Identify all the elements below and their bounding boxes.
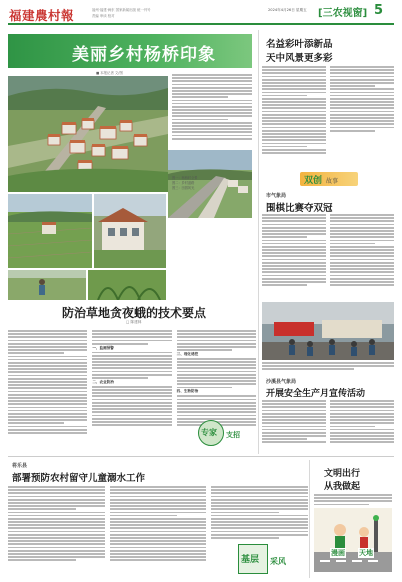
mid-right-col-1 [262,400,326,452]
column-divider-bottom [309,460,310,578]
newspaper-logo: 福建農村報 [9,8,75,23]
feature-byline: ■ 本报记者 文/图 [96,71,123,75]
plant-image [88,270,166,300]
bottom-divider [8,456,394,457]
safety-photo-caption [262,362,394,370]
main-subhead-2: 二、农业防治 [92,379,114,384]
main-subhead-4: 四、生物防治 [176,389,199,394]
plant-photo [88,270,166,300]
main-article-title: 防治草地贪夜蛾的技术要点 [62,306,207,320]
expert-tag-sub: 支招 [226,431,240,439]
feature-captions [172,176,212,191]
feature-caption-3: 图三：田园风光 [172,186,195,190]
masthead [0,0,402,30]
village-aerial-image [8,76,168,192]
shuangchuang-body [262,214,394,300]
bottom-left-kicker: 将乐县 [12,463,28,469]
feature-title: 美丽乡村杨桥印象 [72,45,216,65]
right-top-col-2 [330,66,394,170]
right-top-col-1 [262,66,326,170]
masthead-rule [8,23,394,25]
grassroots-tag-sub: 采风 [270,557,286,566]
issue-date: 2024年4月26日 星期五 [268,8,307,12]
cartoon-badge [330,546,380,566]
village-field-image [8,194,92,268]
feature-caption-2: 图二：乡村道路 [172,181,195,185]
mid-right-col-2 [330,400,394,452]
farmer-photo [8,270,86,300]
main-subhead-1: 一、监测预警 [92,345,114,350]
cartoon-tag-sub: 天地 [359,549,373,557]
shuangchuang-tag-label: 双创 [304,176,323,186]
masthead-sub-line-1: 福州·福建·闽东 国家新闻出版 统一刊号 [92,8,151,12]
shuangchuang-col-1 [262,214,326,300]
grassroots-tag-label: 基层 [241,555,260,565]
section-bracket-left: [ [318,8,323,19]
feature-text-lines [172,74,252,140]
safety-event-photo [262,302,394,360]
masthead-sub-line-2: 责编 审读 校对 [92,14,115,18]
section-label: 三农视窗 [322,8,363,19]
main-col-1 [8,330,87,452]
cartoon-title-2: 从我做起 [324,482,361,492]
shuangchuang-tag [300,172,358,186]
cartoon-caption [314,494,392,505]
safety-event-image [262,302,394,360]
section-bracket-right: ] [362,8,368,19]
main-article-byline: □ 陈建林 [126,320,142,324]
feature-caption-1: 图一：杨桥村全景 [172,176,198,180]
mid-right-kicker: 沙溪县气象局 [266,379,297,385]
village-house-image [94,194,166,268]
expert-tag-label: 专家 [201,428,217,437]
cartoon-title-1: 文明出行 [324,469,361,479]
right-top-headline-1: 名益彩叶添新品 [266,39,333,50]
village-house-photo [94,194,166,268]
expert-tips-badge [198,420,256,446]
right-top-headline-2: 天中风景更多彩 [266,53,333,64]
main-subhead-3: 三、理化诱控 [176,351,199,356]
section-name [318,4,367,19]
main-col-2 [92,330,171,452]
mid-right-body [262,400,394,452]
shuangchuang-kicker: 市气象局 [266,193,287,199]
bottom-left-col-2 [110,486,207,574]
page-number: 5 [374,3,384,18]
right-top-body [262,66,394,170]
mid-right-title: 开展安全生产月宣传活动 [266,389,366,399]
grassroots-badge [238,544,304,574]
shuangchuang-title: 围棋比赛夺双冠 [266,203,333,214]
column-divider-right [258,30,259,454]
farmer-image [8,270,86,300]
cartoon-tag-label: 漫画 [331,549,345,557]
village-field-photo [8,194,92,268]
feature-title-band [8,34,252,68]
shuangchuang-col-2 [330,214,394,300]
feature-body-text [172,74,252,150]
bottom-left-title: 部署预防农村留守儿童溺水工作 [12,473,146,484]
shuangchuang-tag-sub: 故事 [326,178,339,185]
village-aerial-photo [8,76,168,192]
bottom-left-col-1 [8,486,105,574]
